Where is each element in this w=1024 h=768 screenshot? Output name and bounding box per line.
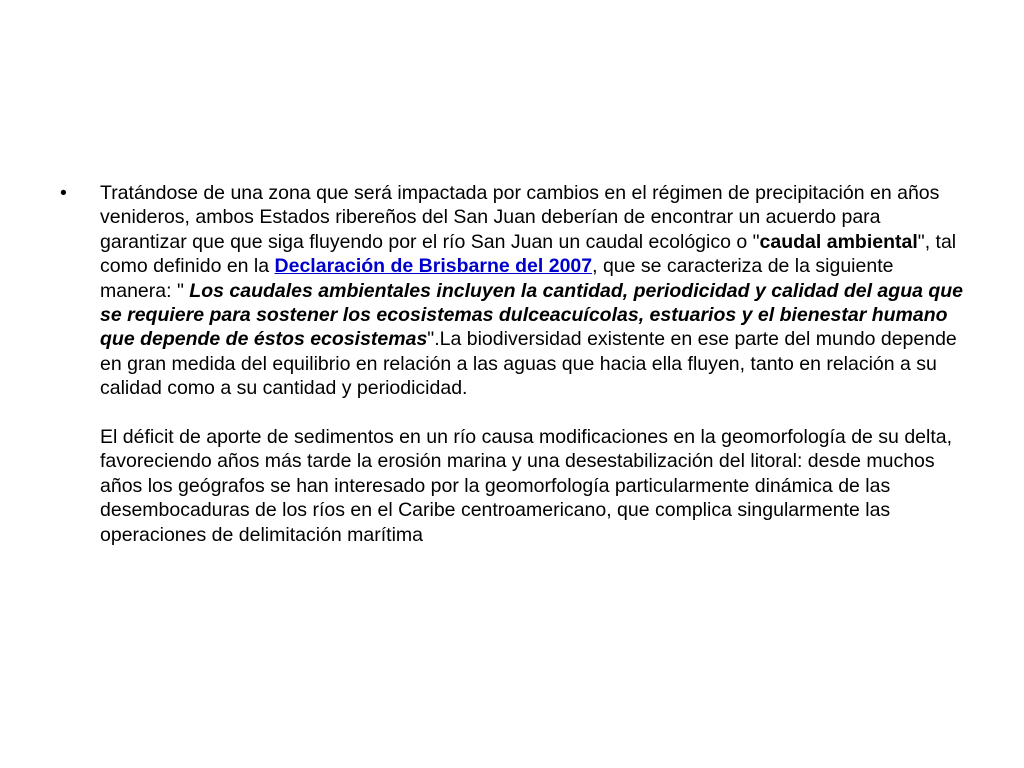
caudales-quote: Los caudales ambientales incluyen la cantidad, periodicidad y calidad del agua que se requiere para sostener los ecosistemas dulceacuícolas, estuarios y el bienestar humano que depende de éstos ecosistemas [100,279,964,351]
paragraph-gap [100,401,970,425]
paragraph-2: El déficit de aporte de sedimentos en un río causa modificaciones en la geomorfología de su delta, favoreciendo años más tarde la erosión marina y una desestabilización del litoral: desde muchos años los geógrafos se han interesado por la geomorfología particularmente dinámica de las desembocaduras de los ríos en el Caribe centroamericano, que complica singularmente las operaciones de delimitación marítima [100,426,953,546]
paragraph-1-end: ".La biodiversidad existente en ese parte del mundo depende en gran medida del equilibrio en relación a las aguas que hacia ella fluyen, tanto en relación a su calidad como a su cantidad y periodicidad. [100,328,957,400]
paragraph-1-intro: Tratándose de una zona que será impactada por cambios en el régimen de precipitación en años venideros, ambos Estados ribereños del San Juan deberían de encontrar un acuerdo para garantizar que que siga fluyendo por el río San Juan un caudal ecológico o " [100,182,940,253]
paragraph-1 [100,181,970,401]
slide-content [60,181,970,547]
paragraph-1-after-link: , que se caracteriza de la siguiente manera: " [100,255,894,302]
bullet-item [60,181,970,547]
paragraph-1-after-term: ", tal como definido en la [100,230,957,278]
bold-term-caudal-ambiental: caudal ambiental [759,230,918,253]
bullet-icon: • [60,182,67,204]
declaracion-brisbane-link[interactable]: Declaración de Brisbarne del 2007 [274,255,593,278]
